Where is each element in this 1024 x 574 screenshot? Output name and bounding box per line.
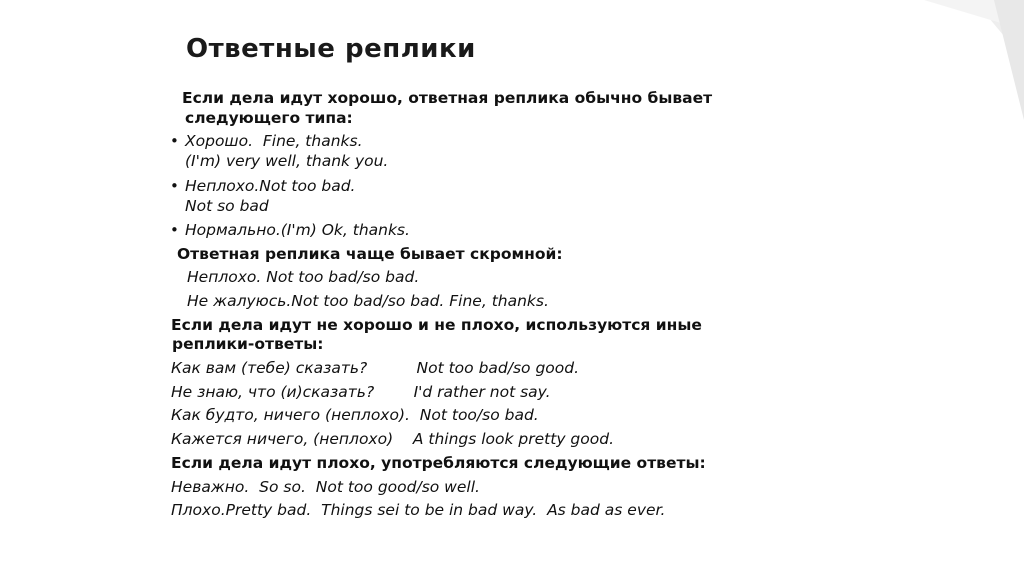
bad-line-1: Неважно. So so. Not too good/so well.: [171, 478, 480, 496]
neutral-line-3: Как будто, ничего (неплохо). Not too/so bad.: [171, 406, 539, 424]
intro-line-1: Если дела идут хорошо, ответная реплика обычно бывает: [182, 89, 713, 107]
intro-line-2: следующего типа:: [185, 109, 353, 127]
bad-line-2: Плохо.Pretty bad. Things sei to be in bad way. As bad as ever.: [171, 501, 666, 519]
neutral-line-1: Как вам (тебе) сказать? Not too bad/so good.: [171, 359, 580, 377]
modest-heading: Ответная реплика чаще бывает скромной:: [177, 245, 563, 263]
bullet-marker: •: [170, 132, 179, 150]
bullet-1-line-2: (I'm) very well, thank you.: [185, 152, 389, 170]
neutral-heading-line-1: Если дела идут не хорошо и не плохо, используются иные: [171, 316, 702, 334]
page-title: Ответные реплики: [186, 34, 476, 64]
bad-heading: Если дела идут плохо, употребляются следующие ответы:: [171, 454, 706, 472]
modest-line-1: Неплохо. Not too bad/so bad.: [187, 268, 420, 286]
bullet-marker: •: [170, 177, 179, 195]
bullet-3-line-1: Нормально.(I'm) Ok, thanks.: [185, 221, 410, 239]
bullet-marker: •: [170, 221, 179, 239]
neutral-line-4: Кажется ничего, (неплохо) A things look pretty good.: [171, 430, 614, 448]
modest-line-2: Не жалуюсь.Not too bad/so bad. Fine, thanks.: [187, 292, 549, 310]
bullet-1-line-1: Хорошо. Fine, thanks.: [185, 132, 363, 150]
decorative-corner-shapes: [854, 0, 1024, 574]
neutral-line-2: Не знаю, что (и)сказать? I'd rather not say.: [171, 383, 551, 401]
neutral-heading-line-2: реплики-ответы:: [172, 335, 324, 353]
bullet-2-line-2: Not so bad: [185, 197, 269, 215]
bullet-2-line-1: Неплохо.Not too bad.: [185, 177, 356, 195]
